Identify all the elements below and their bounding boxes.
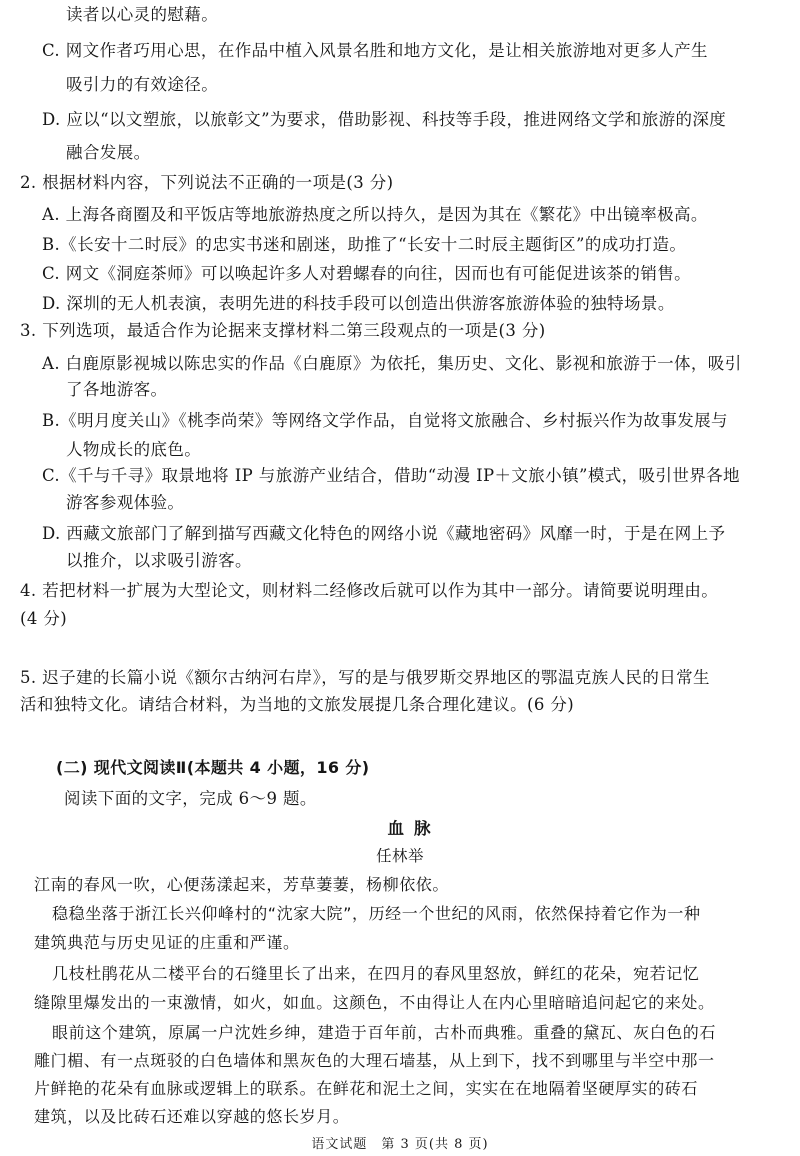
passage-para2-line1: 稳稳坐落于浙江长兴仰峰村的“沈家大院”，历经一个世纪的风雨，依然保持着它作为一种 [52, 904, 701, 923]
passage-para2-line2: 建筑典范与历史见证的庄重和严谨。 [34, 933, 300, 952]
passage-para4-line4: 建筑，以及比砖石还难以穿越的悠长岁月。 [34, 1107, 350, 1126]
q3-stem: 3. 下列选项，最适合作为论据来支撑材料二第三段观点的一项是(3 分) [20, 321, 546, 340]
q4-stem-line1: 4. 若把材料一扩展为大型论文，则材料二经修改后就可以作为其中一部分。请简要说明理由。 [20, 581, 719, 600]
q1-option-c-line2: 吸引力的有效途径。 [66, 75, 219, 94]
q3-option-a-line2: 了各地游客。 [66, 380, 168, 399]
q2-option-a: A. 上海各商圈及和平饭店等地旅游热度之所以持久，是因为其在《繁花》中出镜率极高。 [42, 205, 708, 224]
passage-para4-line2: 雕门楣、有一点斑驳的白色墙体和黑灰色的大理石墙基，从上到下，找不到哪里与半空中那一 [34, 1051, 715, 1070]
q3-option-c-line1: C.《千与千寻》取景地将 IP 与旅游产业结合，借助“动漫 IP＋文旅小镇”模式，吸引世界各地 [42, 466, 740, 485]
page-footer: 语文试题 第 3 页(共 8 页) [311, 1137, 489, 1152]
q3-option-d-line1: D. 西藏文旅部门了解到描写西藏文化特色的网络小说《藏地密码》风靡一时，于是在网上予 [42, 524, 726, 543]
q5-stem-line2: 活和独特文化。请结合材料，为当地的文旅发展提几条合理化建议。(6 分) [20, 695, 575, 714]
q3-option-b-line1: B.《明月度关山》《桃李尚荣》等网络文学作品，自觉将文旅融合、乡村振兴作为故事发展与 [42, 411, 728, 430]
q3-option-c-line2: 游客参观体验。 [66, 493, 185, 512]
passage-author: 任林举 [376, 847, 424, 865]
passage-para4-line3: 片鲜艳的花朵有血脉或逻辑上的联系。在鲜花和泥土之间，实实在在地隔着坚硬厚实的砖石 [34, 1079, 699, 1098]
q2-option-c: C. 网文《洞庭茶师》可以唤起许多人对碧螺春的向往，因而也有可能促进该茶的销售。 [42, 264, 692, 283]
q1-option-d-line2: 融合发展。 [66, 143, 151, 162]
passage-para1-line1: 江南的春风一吹，心便荡漾起来，芳草萋萋，杨柳依依。 [34, 875, 450, 894]
q3-option-b-line2: 人物成长的底色。 [66, 440, 202, 459]
q4-stem-line2: (4 分) [20, 609, 68, 628]
section2-instruction: 阅读下面的文字，完成 6～9 题。 [64, 789, 317, 808]
passage-para3-line1: 几枝杜鹃花从二楼平台的石缝里长了出来，在四月的春风里怒放，鲜红的花朵，宛若记忆 [52, 964, 700, 983]
q2-stem: 2. 根据材料内容，下列说法不正确的一项是(3 分) [20, 173, 394, 192]
q1-option-c-line1: C. 网文作者巧用心思，在作品中植入风景名胜和地方文化，是让相关旅游地对更多人产生 [42, 41, 708, 60]
passage-para3-line2: 缝隙里爆发出的一束激情，如火，如血。这颜色，不由得让人在内心里暗暗追问起它的来处。 [34, 993, 715, 1012]
passage-para4-line1: 眼前这个建筑，原属一户沈姓乡绅，建造于百年前，古朴而典雅。重叠的黛瓦、灰白色的石 [52, 1023, 717, 1042]
q3-option-d-line2: 以推介，以求吸引游客。 [66, 551, 252, 570]
q3-option-a-line1: A. 白鹿原影视城以陈忠实的作品《白鹿原》为依托，集历史、文化、影视和旅游于一体，吸引 [42, 354, 742, 373]
q1-option-d-line1: D. 应以“以文塑旅，以旅彰文”为要求，借助影视、科技等手段，推进网络文学和旅游的深度 [42, 110, 727, 129]
q5-stem-line1: 5. 迟子建的长篇小说《额尔古纳河右岸》，写的是与俄罗斯交界地区的鄂温克族人民的日常生 [20, 668, 710, 687]
section2-heading: (二) 现代文阅读Ⅱ(本题共 4 小题，16 分) [56, 758, 370, 777]
q1-option-b-continuation: 读者以心灵的慰藉。 [66, 5, 219, 24]
q2-option-b: B.《长安十二时辰》的忠实书迷和剧迷，助推了“长安十二时辰主题街区”的成功打造。 [42, 235, 687, 254]
passage-title: 血脉 [387, 819, 441, 838]
q2-option-d: D. 深圳的无人机表演，表明先进的科技手段可以创造出供游客旅游体验的独特场景。 [42, 294, 675, 313]
